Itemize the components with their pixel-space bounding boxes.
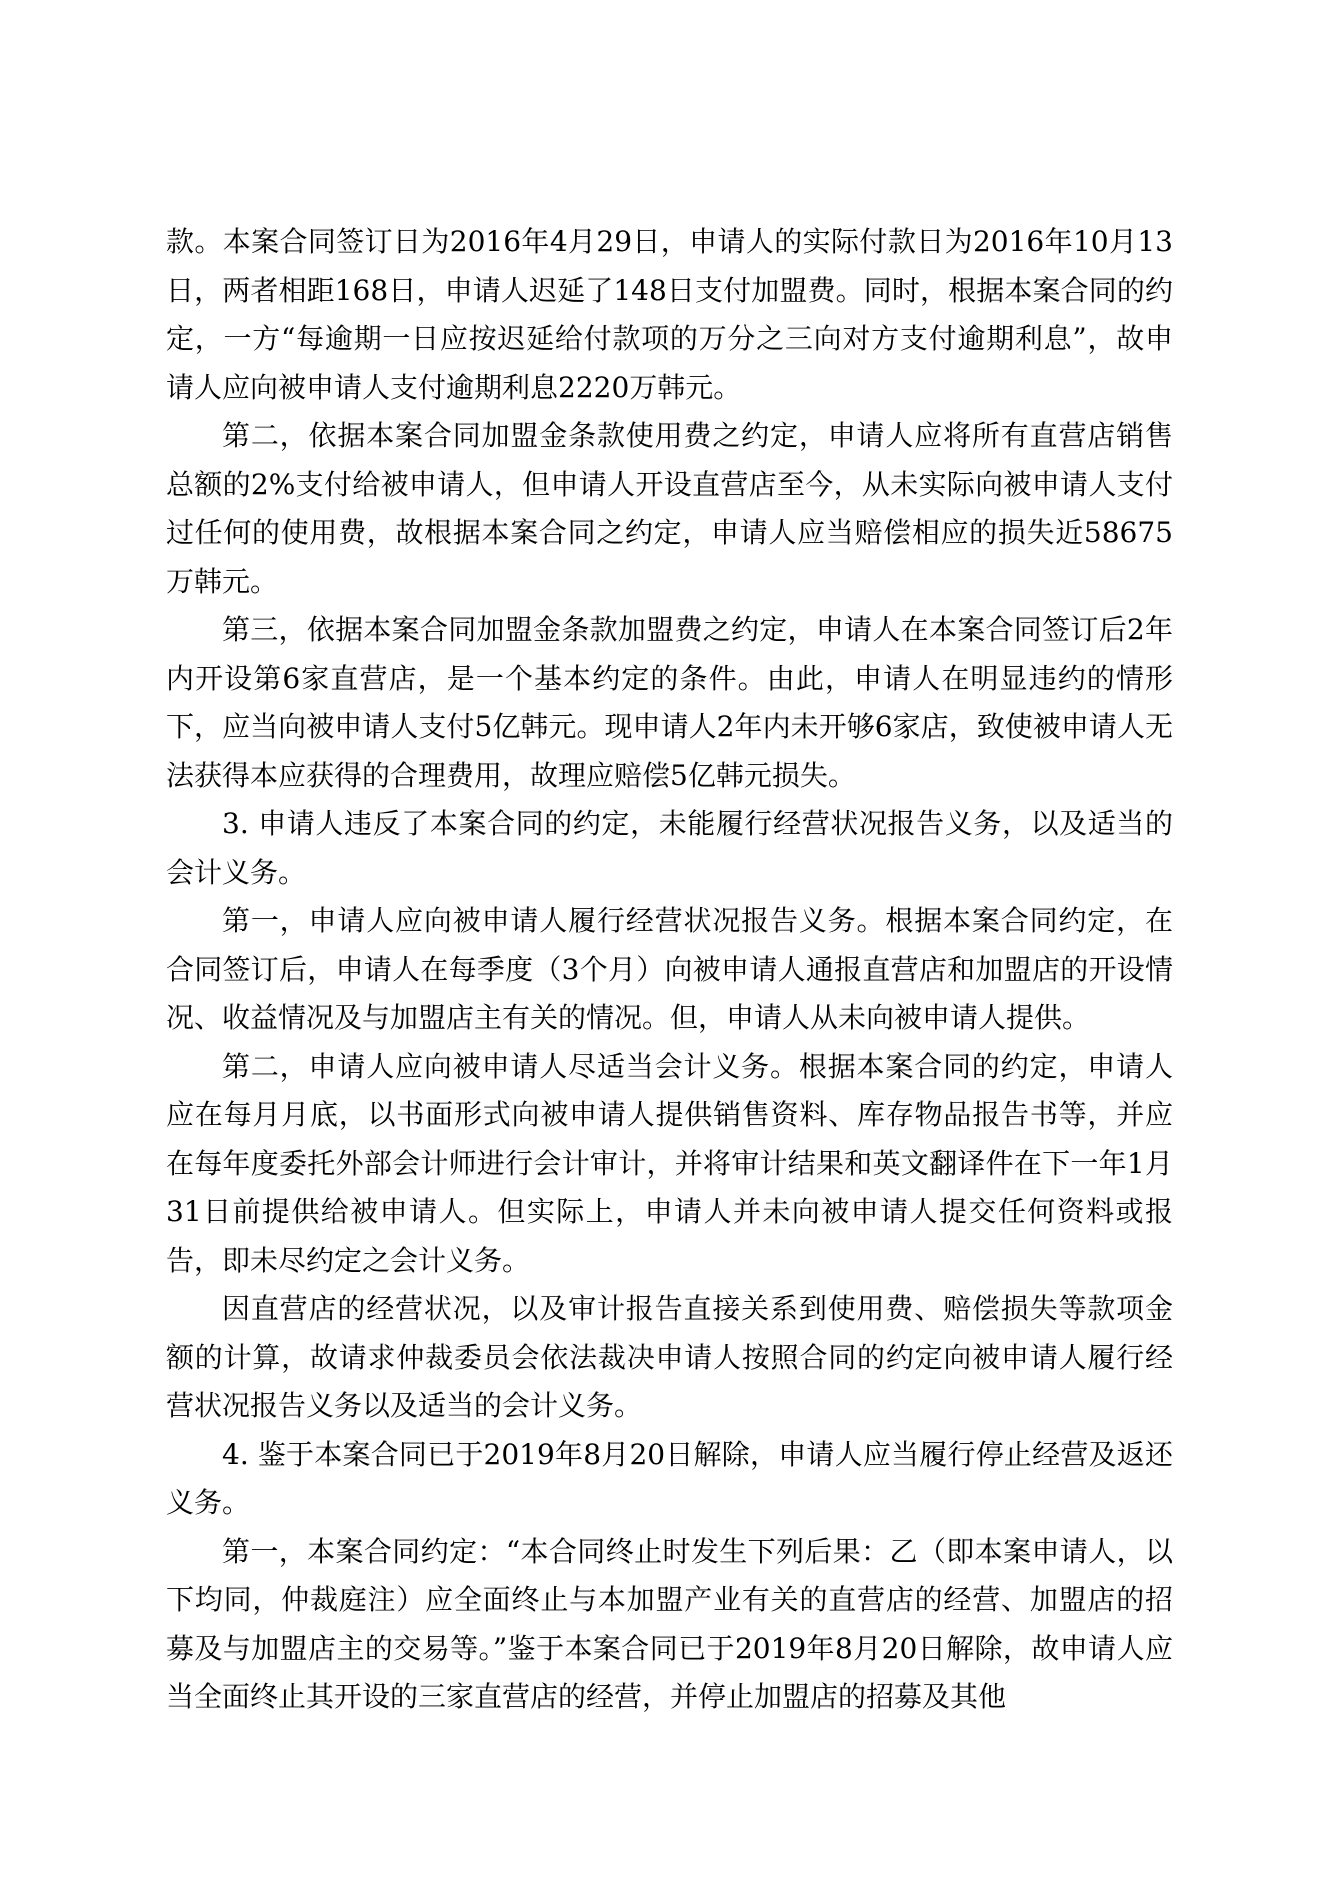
paragraph-first-contract-termination: 第一，本案合同约定：“本合同终止时发生下列后果：乙（即本案申请人，以下均同，仲裁庭注）应全面终止与本加盟产业有关的直营店的经营、加盟店的招募及与加盟店主的交易等。”鉴于本案合同已于2019年8月20日解除，故申请人应当全面终止其开设的三家直营店的经营，并停止加盟店的招募及其他 <box>166 1534 1173 1713</box>
paragraph-point-3-heading: 3. 申请人违反了本案合同的约定，未能履行经营状况报告义务，以及适当的会计义务。 <box>166 807 1173 889</box>
paragraph-request-to-tribunal: 因直营店的经营状况，以及审计报告直接关系到使用费、赔偿损失等款项金额的计算，故请求仲裁委员会依法裁决申请人按照合同的约定向被申请人履行经营状况报告义务以及适当的会计义务。 <box>166 1292 1173 1422</box>
paragraph-continuation: 款。本案合同签订日为2016年4月29日，申请人的实际付款日为2016年10月13日，两者相距168日，申请人迟延了148日支付加盟费。同时，根据本案合同的约定，一方“每逾期一日应按迟延给付款项的万分之三向对方支付逾期利息”，故申请人应向被申请人支付逾期利息2220万韩元。 <box>166 225 1173 404</box>
paragraph-first-report-duty: 第一，申请人应向被申请人履行经营状况报告义务。根据本案合同约定，在合同签订后，申请人在每季度（3个月）向被申请人通报直营店和加盟店的开设情况、收益情况及与加盟店主有关的情况。但，申请人从未向被申请人提供。 <box>166 904 1173 1034</box>
paragraph-point-4-heading: 4. 鉴于本案合同已于2019年8月20日解除，申请人应当履行停止经营及返还义务。 <box>166 1437 1173 1519</box>
paragraph-second-accounting-duty: 第二，申请人应向被申请人尽适当会计义务。根据本案合同的约定，申请人应在每月月底，以书面形式向被申请人提供销售资料、库存物品报告书等，并应在每年度委托外部会计师进行会计审计，并将审计结果和英文翻译件在下一年1月31日前提供给被申请人。但实际上，申请人并未向被申请人提交任何资料或报告，即未尽约定之会计义务。 <box>166 1049 1173 1277</box>
paragraph-second-usage-fee: 第二，依据本案合同加盟金条款使用费之约定，申请人应将所有直营店销售总额的2%支付给被申请人，但申请人开设直营店至今，从未实际向被申请人支付过任何的使用费，故根据本案合同之约定，申请人应当赔偿相应的损失近58675万韩元。 <box>166 419 1173 598</box>
paragraph-third-franchise-fee: 第三，依据本案合同加盟金条款加盟费之约定，申请人在本案合同签订后2年内开设第6家直营店，是一个基本约定的条件。由此，申请人在明显违约的情形下，应当向被申请人支付5亿韩元。现申请人2年内未开够6家店，致使被申请人无法获得本应获得的合理费用，故理应赔偿5亿韩元损失。 <box>166 613 1173 792</box>
